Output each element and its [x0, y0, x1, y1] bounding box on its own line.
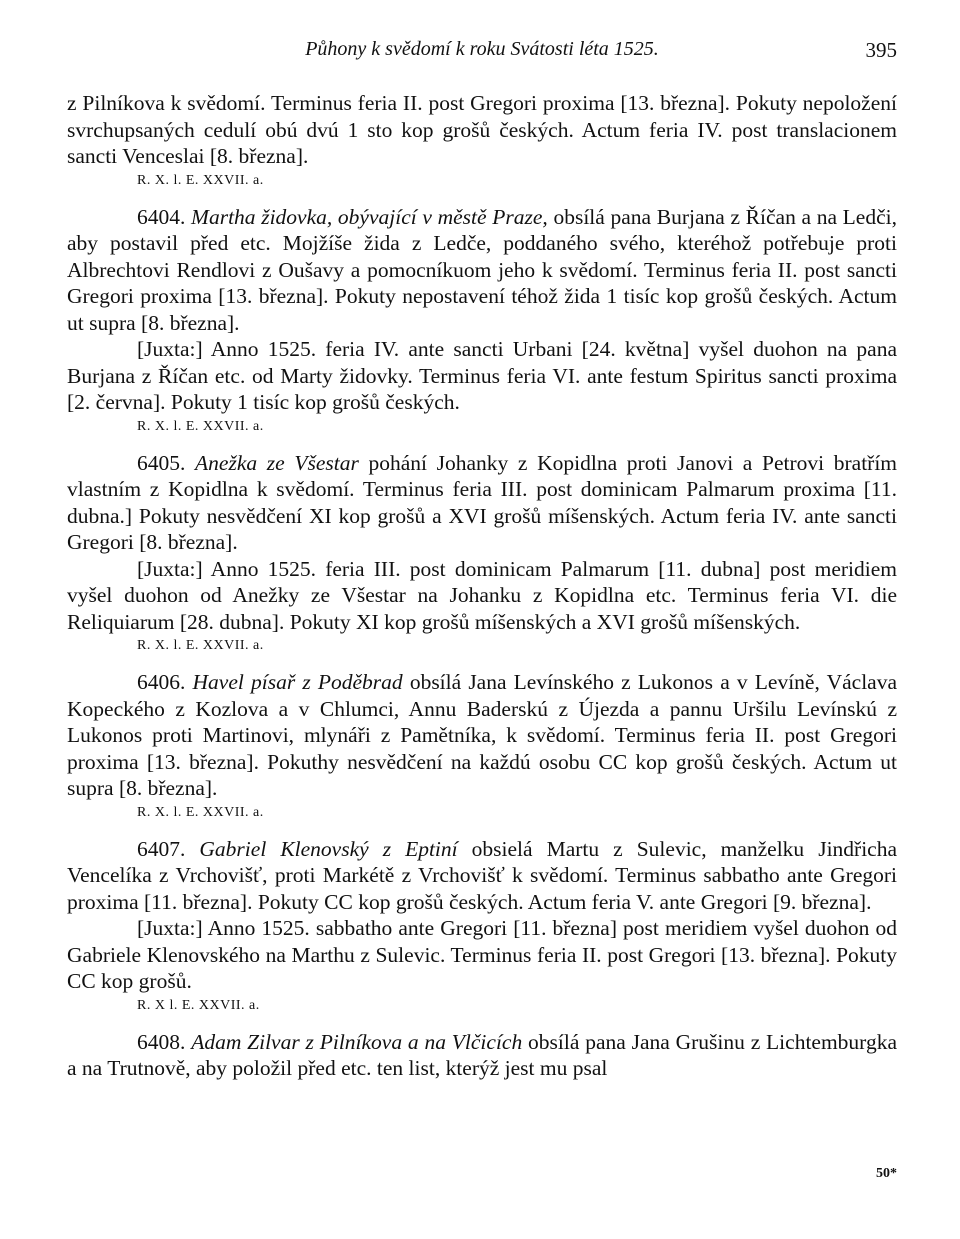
- entry-number: 6405.: [137, 450, 186, 475]
- juxta-paragraph: [Juxta:] Anno 1525. feria III. post dominicam Palmarum [11. dubna] post meridiem vyšel duohon od Anežky ze Všestar na Johanku z Kopidlna etc. Terminus feria VI. die Reliquiarum [28. dubna]. Pokuty XI kop grošů míšenských a XVI grošů míšenských.: [67, 556, 897, 634]
- entry-paragraph: [67, 836, 897, 916]
- page-number: 395: [865, 38, 897, 62]
- entry-text: obsílá Jana Levínského z Lukonos a v Levíně, Václava Kopeckého z Kozlova a v Chlumci, Annu Baderskú z Újezda a pannu Uršilu Levínskú z Lukonos proti Martinovi, mlynáři z Pamětníka, k svědomí. Terminus feria II. post Gregori proxima [13. března]. Pokuthy nesvědčení na každú osobu CC kop grošů českých. Actum ut supra [8. března].: [67, 670, 898, 800]
- entry-text: pohání Johanky z Kopidlna proti Janovi a Petrovi bratřím vlastním z Kopidlna k svědomí. Terminus feria III. post dominicam Palmarum proxima [11. dubna.] Pokuty nesvědčení XI kop grošů a XVI grošů míšenských. Actum feria IV. ante sancti Gregori [8. března].: [67, 450, 898, 554]
- source-reference: R. X. l. E. XXVII. a.: [137, 418, 264, 434]
- entry-paragraph: [67, 450, 897, 556]
- entry-number: 6408.: [137, 1029, 186, 1054]
- juxta-paragraph: [Juxta:] Anno 1525. sabbatho ante Gregori [11. března] post meridiem vyšel duohon od Gabriele Klenovského na Marthu z Sulevic. Terminus feria II. post Gregori [13. března]. Pokuty CC kop grošů.: [67, 916, 897, 993]
- running-head: [67, 36, 897, 66]
- source-reference: R. X l. E. XXVII. a.: [137, 997, 260, 1013]
- signature-mark: 50*: [876, 1166, 897, 1181]
- continuation-paragraph: z Pilníkova k svědomí. Terminus feria II. post Gregori proxima [13. března]. Pokuty nepoložení svrchupsaných cedulí obú dvú 1 sto kop grošů českých. Actum feria IV. post translacionem sancti Venceslai [8. března].: [67, 91, 897, 168]
- entry-number: 6406.: [137, 670, 186, 694]
- entry-number: 6407.: [137, 836, 186, 861]
- entry-name: Anežka ze Všestar: [195, 450, 359, 475]
- entry-paragraph: [67, 1029, 897, 1082]
- body-text: [67, 90, 897, 1082]
- source-reference: R. X. l. E. XXVII. a.: [137, 172, 264, 188]
- document-page: [67, 36, 898, 1181]
- entry-text: obsílá pana Jana Grušinu z Lichtemburgka a na Trutnově, aby položil před etc. ten list, kterýž jest mu psal: [67, 1029, 897, 1080]
- running-title: Půhony k svědomí k roku Svátosti léta 1525.: [305, 38, 659, 60]
- entry-paragraph: [67, 204, 897, 337]
- entry-name: Havel písař z Poděbrad: [192, 670, 403, 694]
- source-reference: R. X. l. E. XXVII. a.: [137, 638, 264, 653]
- entry-name: Gabriel Klenovský z Eptiní: [199, 836, 458, 861]
- entry-name: Martha židovka, obývající v městě Praze,: [191, 204, 548, 229]
- source-reference: R. X. l. E. XXVII. a.: [137, 804, 264, 820]
- entry-text: obsílá pana Burjana z Říčan a na Ledči, aby postavil před etc. Mojžíše žida z Ledče, poddaného svého, kteréhož potřebuje proti Albrechtovi Rendlovi z Oušavy a pomocníkuom jeho k svědomí. Terminus feria II. post sancti Gregori proxima [13. března]. Pokuty nepostavení téhož žida 1 tisíc kop grošů českých. Actum ut supra [8. března].: [67, 204, 897, 335]
- juxta-paragraph: [Juxta:] Anno 1525. feria IV. ante sancti Urbani [24. května] vyšel duohon na pana Burjana z Říčan etc. od Marty židovky. Terminus feria VI. ante festum Spiritus sancti proxima [2. června]. Pokuty 1 tisíc kop grošů českých.: [67, 337, 897, 414]
- entry-name: Adam Zilvar z Pilníkova a na Vlčicích: [191, 1029, 523, 1054]
- entry-number: 6404.: [137, 204, 186, 229]
- entry-text: obsielá Martu z Sulevic, manželku Jindřicha Vencelíka z Vrchovišť, proti Markétě z Vrchovišť k svědomí. Terminus sabbatho ante Gregori proxima [11. března]. Pokuty CC kop grošů českých. Actum feria V. ante Gregori [9. března].: [67, 836, 898, 914]
- entry-paragraph: [67, 669, 897, 802]
